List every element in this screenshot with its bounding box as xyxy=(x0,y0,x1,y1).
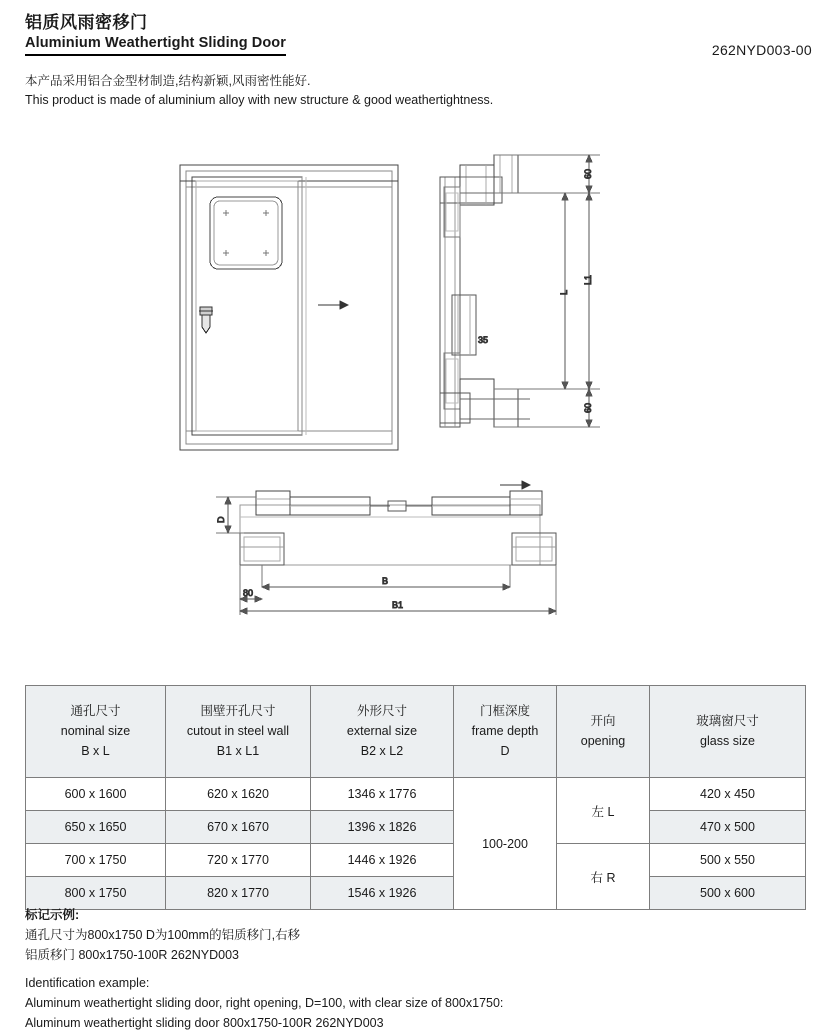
col-header-en: frame depth xyxy=(471,724,539,738)
specifications-table-wrapper xyxy=(25,685,805,910)
dim-label-60-bottom: 60 xyxy=(583,402,593,413)
cell-cutout: 820 x 1770 xyxy=(166,877,311,910)
dim-label-35: 35 xyxy=(478,335,489,345)
cell-glass-size: 500 x 550 xyxy=(650,844,806,877)
col-header-external xyxy=(311,686,454,778)
note-title-en: Identification example: xyxy=(25,976,150,990)
table-header-row xyxy=(26,686,806,778)
description-en: This product is made of aluminium alloy with new structure & good weathertightness. xyxy=(25,93,494,107)
dim-L1 xyxy=(586,193,592,389)
dim-label-60-top: 60 xyxy=(583,168,593,179)
note-cn-line-1: 通孔尺寸为800x1750 D为100mm的铝质移门,右移 xyxy=(25,928,301,942)
plan-direction-arrow xyxy=(500,481,530,489)
dim-label-D: D xyxy=(216,516,226,523)
col-header-cn: 通孔尺寸 xyxy=(70,704,121,718)
table-row xyxy=(26,778,806,811)
table-row xyxy=(26,811,806,844)
col-header-glass-size xyxy=(650,686,806,778)
note-title-cn: 标记示例: xyxy=(25,908,80,922)
dim-label-L: L xyxy=(559,289,569,295)
cell-nominal-size: 800 x 1750 xyxy=(26,877,166,910)
cell-external: 1346 x 1776 xyxy=(311,778,454,811)
col-header-cn: 门框深度 xyxy=(479,704,530,718)
col-header-sym: D xyxy=(500,744,510,758)
col-header-sym: B2 x L2 xyxy=(360,744,404,758)
cell-external: 1446 x 1926 xyxy=(311,844,454,877)
cell-nominal-size: 650 x 1650 xyxy=(26,811,166,844)
note-en-line-1: Aluminum weathertight sliding door, right opening, D=100, with clear size of 800x1750: xyxy=(25,996,504,1010)
dim-label-80: 80 xyxy=(243,588,254,598)
col-header-en: opening xyxy=(580,734,626,748)
elevation-view xyxy=(180,165,398,450)
cell-nominal-size: 600 x 1600 xyxy=(26,778,166,811)
cell-glass-size: 500 x 600 xyxy=(650,877,806,910)
note-cn-line-2: 铝质移门 800x1750-100R 262NYD003 xyxy=(25,948,240,962)
col-header-en: nominal size xyxy=(60,724,131,738)
dim-label-B: B xyxy=(382,576,389,586)
product-description xyxy=(25,72,810,110)
cell-external: 1396 x 1826 xyxy=(311,811,454,844)
col-header-sym: B1 x L1 xyxy=(216,744,260,758)
title-block xyxy=(25,12,286,56)
page-title-en: Aluminium Weathertight Sliding Door xyxy=(25,35,287,51)
vertical-section-view xyxy=(440,155,600,427)
plan-section-view xyxy=(216,481,556,615)
cell-external: 1546 x 1926 xyxy=(311,877,454,910)
direction-arrow xyxy=(318,301,348,309)
cell-glass-size: 420 x 450 xyxy=(650,778,806,811)
col-header-cn: 开向 xyxy=(590,714,616,728)
page-header xyxy=(25,12,812,56)
document-code: 262NYD003-00 xyxy=(711,42,812,58)
cell-opening-right: 右 R xyxy=(557,844,650,910)
col-header-sym: B x L xyxy=(81,744,110,758)
specifications-table xyxy=(25,685,806,910)
description-cn: 本产品采用铝合金型材制造,结构新颖,风雨密性能好. xyxy=(25,74,311,88)
col-header-nominal-size xyxy=(26,686,166,778)
cell-frame-depth: 100-200 xyxy=(454,778,557,910)
col-header-cn: 围壁开孔尺寸 xyxy=(200,704,276,718)
dim-D xyxy=(225,497,231,533)
dim-label-B1: B1 xyxy=(392,600,404,610)
col-header-en: external size xyxy=(346,724,418,738)
note-en-line-2: Aluminum weathertight sliding door 800x1750-100R 262NYD003 xyxy=(25,1016,384,1030)
page-title-cn: 铝质风雨密移门 xyxy=(25,13,148,32)
col-header-cn: 玻璃窗尺寸 xyxy=(696,714,759,728)
col-header-opening xyxy=(557,686,650,778)
note-spacer xyxy=(25,965,815,973)
cell-cutout: 720 x 1770 xyxy=(166,844,311,877)
col-header-en: cutout in steel wall xyxy=(186,724,290,738)
cell-opening-left: 左 L xyxy=(557,778,650,844)
col-header-en: glass size xyxy=(700,734,755,748)
cell-nominal-size: 700 x 1750 xyxy=(26,844,166,877)
dim-label-L1: L1 xyxy=(583,274,593,285)
cell-cutout: 620 x 1620 xyxy=(166,778,311,811)
cell-glass-size: 470 x 500 xyxy=(650,811,806,844)
col-header-cutout xyxy=(166,686,311,778)
col-header-cn: 外形尺寸 xyxy=(356,704,407,718)
table-row xyxy=(26,844,806,877)
col-header-frame-depth xyxy=(454,686,557,778)
technical-drawings xyxy=(0,135,830,655)
identification-example xyxy=(25,905,815,1033)
cell-cutout: 670 x 1670 xyxy=(166,811,311,844)
